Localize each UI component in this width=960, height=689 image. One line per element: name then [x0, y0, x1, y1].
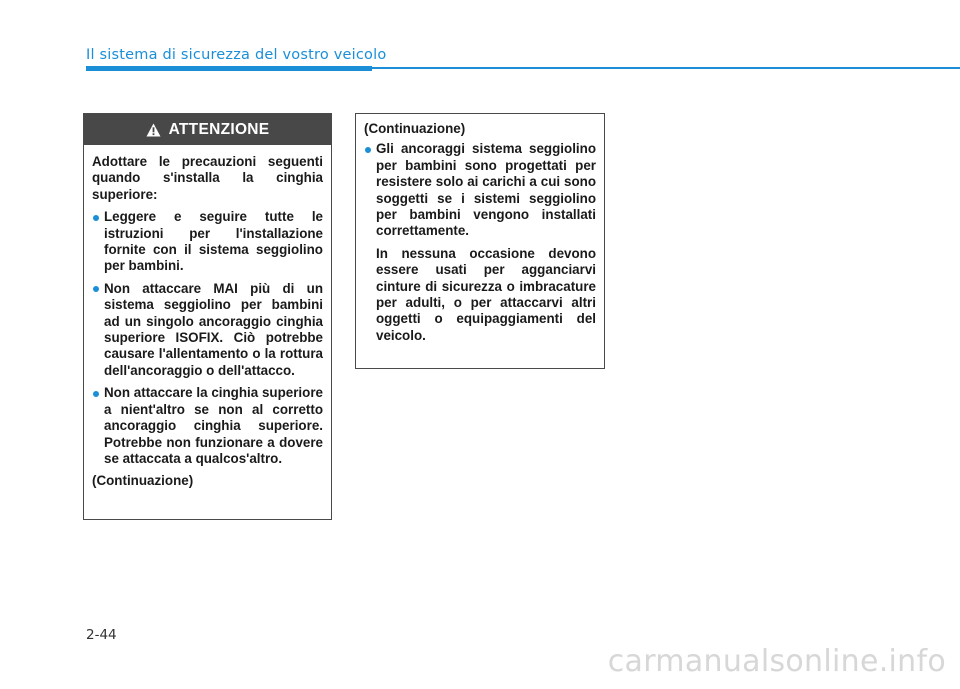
- page-number: 2-44: [86, 627, 117, 643]
- warning-label: ATTENZIONE: [168, 120, 270, 138]
- warning-bullet-1: Leggere e seguire tutte le istruzioni per l'installazione fornite con il sistema seggiolino per bambini.: [92, 209, 323, 275]
- warning-body: [84, 145, 331, 490]
- continuation-marker: (Continuazione): [364, 121, 466, 136]
- continued-body: [356, 114, 604, 344]
- warning-triangle-icon: [146, 123, 161, 137]
- warning-bullet-3: Non attaccare la cinghia superiore a nient'altro se non al corretto ancoraggio cinghia superiore. Potrebbe non funzionare a dovere se attaccata a qualcos'altro.: [92, 385, 323, 467]
- continued-bullet: Gli ancoraggi sistema seggiolino per bambini sono progettati per resistere solo ai carichi a cui sono soggetti se i sistemi seggiolino per bambini vengono installati correttamente.: [364, 141, 596, 239]
- continued-marker: (Continuazione): [92, 473, 194, 489]
- watermark-text: carmanualsonline.info: [607, 644, 946, 679]
- warning-box: [83, 113, 332, 520]
- warning-intro: Adottare le precauzioni seguenti quando s'installa la cinghia superiore:: [92, 154, 323, 202]
- warning-bullet-2: Non attaccare MAI più di un sistema seggiolino per bambini ad un singolo ancoraggio cinghia superiore ISOFIX. Ciò potrebbe causare l'allentamento o la rottura dell'ancoraggio o dell'attacco.: [92, 281, 323, 379]
- header-accent-bar: [86, 66, 372, 71]
- warning-header: [84, 114, 331, 145]
- continued-paragraph: In nessuna occasione devono essere usati per agganciarvi cinture di sicurezza o imbracature per adulti, o per attaccarvi altri oggetti o equipaggiamenti del veicolo.: [376, 245, 596, 343]
- continued-warning-box: [355, 113, 605, 369]
- section-title: Il sistema di sicurezza del vostro veicolo: [86, 47, 387, 63]
